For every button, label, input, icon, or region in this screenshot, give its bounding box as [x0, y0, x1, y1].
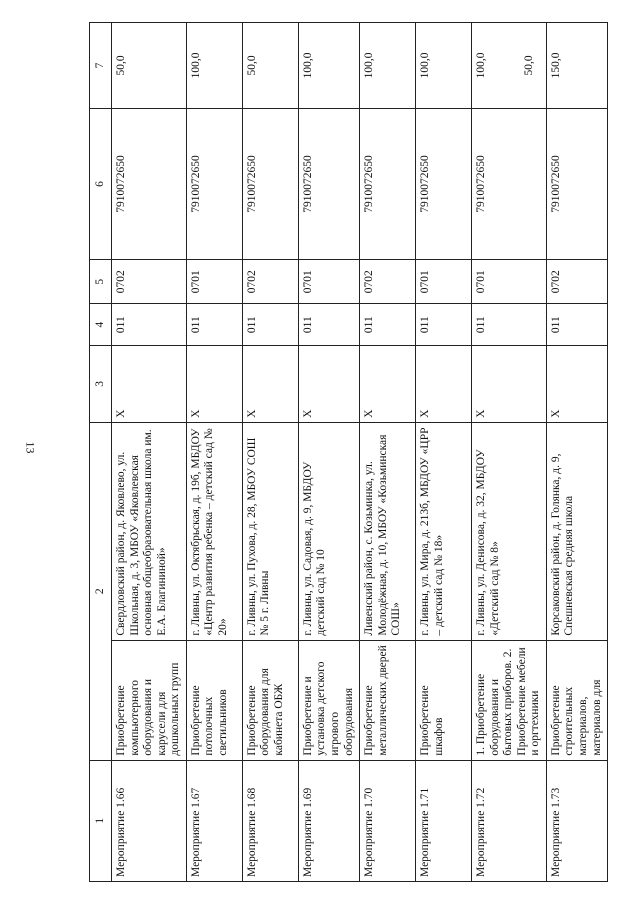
address-cell: Свердловский район, д. Яковлево, ул. Школьная, д. 3, МБОУ «Яковлевская основная общеобразовательная школа им. Е.А. Благининой» [112, 422, 187, 640]
article-cell: 7910072650 [242, 108, 298, 259]
article-cell: 7910072650 [360, 108, 416, 259]
amount-value: 100,0 [475, 52, 488, 79]
amount-value: 50,0 [115, 55, 127, 76]
measure-cell: Мероприятие 1.73 [546, 760, 607, 881]
address-cell: г. Ливны, ул. Октябрьская, д. 19б, МБДОУ «Центр развития ребенка – детский сад № 20» [186, 422, 242, 640]
article-cell: 7910072650 [416, 108, 472, 259]
amount-cell [298, 23, 359, 109]
section-cell: 0701 [186, 260, 242, 304]
measure-cell: Мероприятие 1.68 [242, 760, 298, 881]
header-cell-4: 4 [90, 304, 112, 345]
table-row [360, 23, 416, 882]
amount-cell [546, 23, 607, 109]
article-cell: 7910072650 [186, 108, 242, 259]
code-cell: 011 [416, 304, 472, 345]
measure-cell: Мероприятие 1.69 [298, 760, 359, 881]
amount-cell [186, 23, 242, 109]
section-cell: 0702 [112, 260, 187, 304]
amount-value: 150,0 [549, 52, 562, 79]
description-cell: Приобретение строительных материалов, материалов для [546, 640, 607, 760]
amount-value: 100,0 [301, 52, 314, 79]
header-cell-2: 2 [90, 422, 112, 760]
measure-cell: Мероприятие 1.71 [416, 760, 472, 881]
code-cell: 011 [472, 304, 547, 345]
header-cell-5: 5 [90, 260, 112, 304]
section-cell: 0701 [416, 260, 472, 304]
section-cell: 0702 [360, 260, 416, 304]
measure-cell: Мероприятие 1.70 [360, 760, 416, 881]
mark-cell: X [242, 345, 298, 422]
description-cell: Приобретение и установка детского игрового оборудования [298, 640, 359, 760]
amount-value: 100,0 [419, 52, 432, 79]
table-row [472, 23, 547, 882]
code-cell: 011 [360, 304, 416, 345]
header-cell-1: 1 [90, 760, 112, 881]
description-cell: Приобретение металлических дверей [360, 640, 416, 760]
table-row [242, 23, 298, 882]
amount-value: 50,0 [245, 55, 258, 76]
header-row [90, 23, 112, 882]
amount-cell [416, 23, 472, 109]
mark-cell: X [298, 345, 359, 422]
amount-value: 100,0 [363, 52, 376, 79]
table-row [298, 23, 359, 882]
table-row [112, 23, 187, 882]
measure-cell: Мероприятие 1.72 [472, 760, 547, 881]
mark-cell: X [472, 345, 547, 422]
table-row [416, 23, 472, 882]
mark-cell: X [186, 345, 242, 422]
description-cell: Приобретение шкафов [416, 640, 472, 760]
mark-cell: X [112, 345, 187, 422]
amount-cell [112, 23, 187, 109]
amount-cell [360, 23, 416, 109]
code-cell: 011 [242, 304, 298, 345]
amount-cell [472, 23, 547, 109]
address-cell: г. Ливны, ул. Денисова, д. 32, МБДОУ «Детский сад № 8» [472, 422, 547, 640]
article-cell: 7910072650 [472, 108, 547, 259]
section-cell: 0702 [242, 260, 298, 304]
code-cell: 011 [298, 304, 359, 345]
measure-cell: Мероприятие 1.67 [186, 760, 242, 881]
page-number: 13 [23, 441, 38, 454]
address-cell: Ливенский район, с. Козьминка, ул. Молодёжная, д. 10, МБОУ «Козьминская СОШ» [360, 422, 416, 640]
section-cell: 0701 [472, 260, 547, 304]
mark-cell: X [546, 345, 607, 422]
address-cell: г. Ливны, ул. Пухова, д. 28, МБОУ СОШ № 5 г. Ливны [242, 422, 298, 640]
section-cell: 0701 [298, 260, 359, 304]
description-cell: Приобретение потолочных светильников [186, 640, 242, 760]
code-cell: 011 [112, 304, 187, 345]
article-cell: 7910072650 [112, 108, 187, 259]
measure-cell: Мероприятие 1.66 [112, 760, 187, 881]
mark-cell: X [360, 345, 416, 422]
amount-value: 100,0 [189, 52, 202, 79]
header-cell-6: 6 [90, 108, 112, 259]
header-cell-3: 3 [90, 345, 112, 422]
description-cell: 1. Приобретение оборудования и бытовых приборов. 2. Приобретение мебели и оргтехники [472, 640, 547, 760]
table-row [546, 23, 607, 882]
table-row [186, 23, 242, 882]
article-cell: 7910072650 [298, 108, 359, 259]
code-cell: 011 [186, 304, 242, 345]
mark-cell: X [416, 345, 472, 422]
amount-cell [242, 23, 298, 109]
article-cell: 7910072650 [546, 108, 607, 259]
address-cell: Корсаковский район, д. Голянка, д. 9, Спешневская средняя школа [546, 422, 607, 640]
address-cell: г. Ливны, ул. Садовая, д. 9, МБДОУ детский сад № 10 [298, 422, 359, 640]
amount-value-2: 50,0 [522, 55, 535, 76]
address-cell: г. Ливны, ул. Мира, д. 213б, МБДОУ «ЦРР – детский сад № 18» [416, 422, 472, 640]
header-cell-7: 7 [90, 23, 112, 109]
section-cell: 0702 [546, 260, 607, 304]
table-container [89, 22, 607, 882]
measures-table [89, 22, 608, 882]
code-cell: 011 [546, 304, 607, 345]
description-cell: Приобретение оборудования для кабинета ОБЖ [242, 640, 298, 760]
description-cell: Приобретение компьютерного оборудования и карусели для дошкольных групп [112, 640, 187, 760]
